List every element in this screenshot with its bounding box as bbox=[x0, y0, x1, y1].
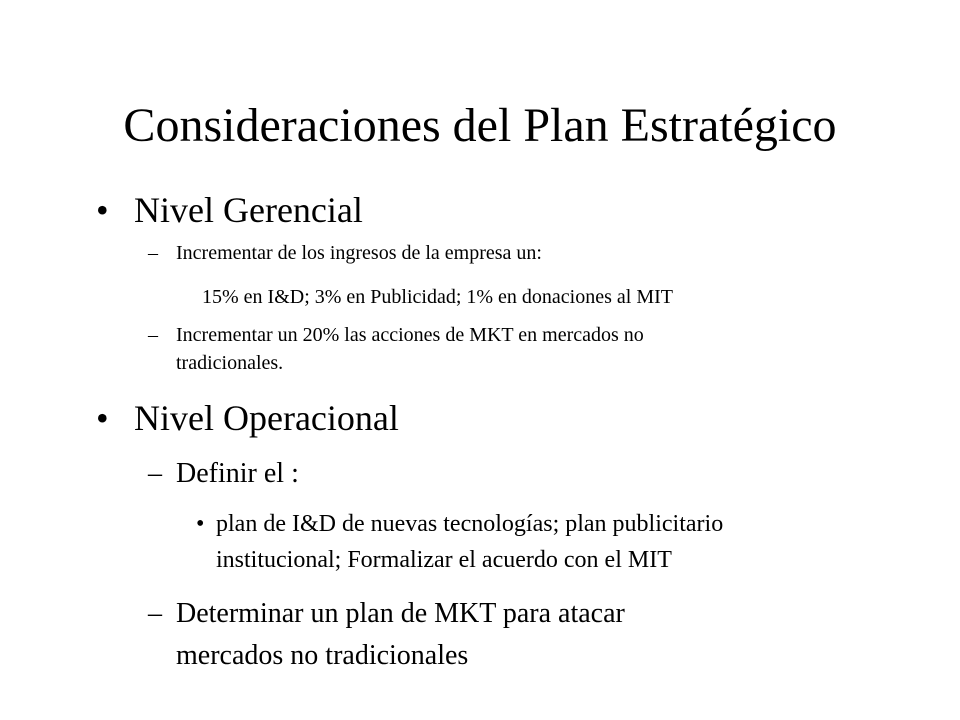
slide-title: Consideraciones del Plan Estratégico bbox=[123, 99, 837, 152]
item-text-line2: mercados no tradicionales bbox=[176, 640, 469, 671]
bullet-icon: • bbox=[96, 398, 109, 438]
item-text: Definir el : bbox=[176, 458, 299, 489]
item-text-line2: tradicionales. bbox=[176, 352, 284, 374]
bullet-icon: • bbox=[96, 190, 109, 230]
subitem-text-line2: institucional; Formalizar el acuerdo con el MIT bbox=[216, 547, 672, 573]
subitem-text-line1: plan de I&D de nuevas tecnologías; plan publicitario bbox=[216, 511, 724, 537]
dash-icon: – bbox=[148, 598, 162, 629]
section-heading-gerencial: Nivel Gerencial bbox=[134, 190, 363, 230]
bullet-icon: • bbox=[196, 511, 205, 537]
item-text-line1: Incrementar un 20% las acciones de MKT en mercados no bbox=[176, 324, 644, 346]
dash-icon: – bbox=[148, 324, 158, 346]
dash-icon: – bbox=[148, 458, 162, 489]
item-text: Incrementar de los ingresos de la empresa un: bbox=[176, 242, 542, 264]
item-text-line1: Determinar un plan de MKT para atacar bbox=[176, 598, 625, 629]
section-heading-operacional: Nivel Operacional bbox=[134, 398, 399, 438]
dash-icon: – bbox=[148, 242, 158, 264]
item-detail: 15% en I&D; 3% en Publicidad; 1% en donaciones al MIT bbox=[202, 286, 673, 308]
